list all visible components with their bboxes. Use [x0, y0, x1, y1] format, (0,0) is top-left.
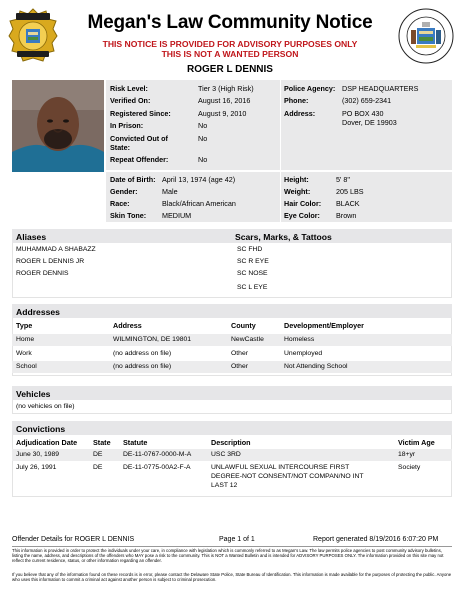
police-agency-label: Police Agency:	[284, 84, 336, 93]
conviction-state: DE	[93, 451, 103, 458]
aliases-heading: Aliases	[16, 232, 47, 242]
address-county: Other	[231, 363, 248, 370]
delaware-state-police-badge	[8, 8, 58, 64]
address-text: WILMINGTON, DE 19801	[113, 336, 192, 343]
not-wanted-notice: THIS IS NOT A WANTED PERSON	[161, 49, 299, 59]
conviction-description: UNLAWFUL SEXUAL INTERCOURSE FIRST	[211, 464, 350, 471]
address-type: School	[16, 363, 37, 370]
convictions-col-statute: Statute	[123, 438, 148, 447]
alias-item: ROGER L DENNIS JR	[16, 258, 85, 265]
address-county: Other	[231, 350, 248, 357]
offender-photo	[12, 80, 104, 172]
address-text: (no address on file)	[113, 363, 172, 370]
conviction-statute: DE-11-0775-00A2-F-A	[123, 464, 191, 471]
skin-tone-value: MEDIUM	[162, 211, 192, 220]
height-value: 5' 8"	[336, 175, 350, 184]
conviction-date: June 30, 1989	[16, 451, 60, 458]
eye-color-label: Eye Color:	[284, 211, 320, 220]
mark-item: SC FHD	[237, 246, 263, 253]
registered-since-value: August 9, 2010	[198, 109, 247, 118]
marks-heading: Scars, Marks, & Tattoos	[235, 232, 332, 242]
phone-label: Phone:	[284, 96, 309, 105]
conviction-state: DE	[93, 464, 103, 471]
weight-label: Weight:	[284, 187, 311, 196]
panel-divider-2	[280, 172, 281, 222]
conviction-description-line3: LAST 12	[211, 482, 238, 489]
vehicles-empty-text: (no vehicles on file)	[16, 403, 75, 410]
footer-page-number: Page 1 of 1	[219, 536, 255, 543]
conviction-description-line2: DEGREE-NOT CONSENT/NOT COMPAN/NO INT	[211, 473, 364, 480]
conviction-description: USC 3RD	[211, 451, 241, 458]
convictions-col-victim-age: Victim Age	[398, 438, 435, 447]
alias-item: MUHAMMAD A SHABAZZ	[16, 246, 96, 253]
convictions-col-description: Description	[211, 438, 251, 447]
address-line1: PO BOX 430	[342, 109, 384, 118]
police-agency-value: DSP HEADQUARTERS	[342, 84, 419, 93]
footer-offender-details: Offender Details for ROGER L DENNIS	[12, 536, 135, 543]
police-badge-icon	[8, 8, 58, 64]
in-prison-label: In Prison:	[110, 121, 144, 130]
phone-value: (302) 659-2341	[342, 96, 392, 105]
footer-report-generated: Report generated 8/19/2016 6:07:20 PM	[313, 536, 439, 543]
dob-label: Date of Birth:	[110, 175, 156, 184]
weight-value: 205 LBS	[336, 187, 364, 196]
disclaimer-text: This information is provided in order to protect the individuals under your care, in compliance with legislation which is commonly referred to as Megan's Law. The law permits police agencies to post community advisory bulletins, listing the name, address, and descriptions of the offenders who MAY pose a risk to the community. This is NOT a Wanted Bulletin and is intended for ADVISORY PURPOSES ONLY. The information provided on this site may not reflect the current residence, status, or other information regarding an offender.	[12, 548, 444, 564]
height-label: Height:	[284, 175, 309, 184]
addresses-col-county: County	[231, 321, 256, 330]
state-seal-icon	[398, 8, 454, 64]
vehicles-header: Vehicles	[12, 386, 452, 400]
convictions-col-date: Adjudication Date	[16, 438, 78, 447]
in-prison-value: No	[198, 121, 208, 130]
address-label: Address:	[284, 109, 316, 118]
vehicles-body	[12, 400, 452, 414]
panel-divider	[280, 80, 281, 170]
advisory-notice: THIS NOTICE IS PROVIDED FOR ADVISORY PURPOSES ONLY	[102, 39, 358, 49]
address-type: Home	[16, 336, 35, 343]
convicted-out-of-state-label: Convicted Out of State:	[110, 134, 168, 152]
delaware-state-seal	[398, 8, 454, 64]
address-county: NewCastle	[231, 336, 264, 343]
mark-item: SC NOSE	[237, 270, 268, 277]
page-title: Megan's Law Community Notice	[87, 12, 373, 33]
physical-description-panel	[106, 172, 452, 222]
skin-tone-label: Skin Tone:	[110, 211, 147, 220]
convictions-col-state: State	[93, 438, 111, 447]
addresses-header: Addresses	[12, 304, 452, 318]
address-employer: Unemployed	[284, 350, 323, 357]
addresses-col-type: Type	[16, 321, 33, 330]
race-label: Race:	[110, 199, 130, 208]
dob-value: April 13, 1974 (age 42)	[162, 175, 236, 184]
offender-name-heading: ROGER L DENNIS	[187, 64, 273, 75]
address-employer: Homeless	[284, 336, 315, 343]
hair-color-value: BLACK	[336, 199, 360, 208]
gender-label: Gender:	[110, 187, 138, 196]
risk-level-label: Risk Level:	[110, 84, 148, 93]
mark-item: SC L EYE	[237, 284, 268, 291]
race-value: Black/African American	[162, 199, 236, 208]
addresses-col-address: Address	[113, 321, 142, 330]
risk-level-value: Tier 3 (High Risk)	[198, 84, 254, 93]
repeat-offender-label: Repeat Offender:	[110, 155, 169, 164]
address-type: Work	[16, 350, 32, 357]
convicted-out-of-state-value: No	[198, 134, 208, 143]
aliases-marks-header	[12, 229, 452, 243]
addresses-col-employer: Development/Employer	[284, 321, 364, 330]
disclaimer-error-text: If you believe that any of the information found on these records is in error, please contact the Delaware State Police, State Bureau of Identification. This information is made available for the purposes of protecting the public. Anyone who uses this information to commit a criminal act against another person is subject to criminal prosecution.	[12, 572, 452, 583]
eye-color-value: Brown	[336, 211, 357, 220]
repeat-offender-value: No	[198, 155, 208, 164]
gender-value: Male	[162, 187, 178, 196]
conviction-date: July 26, 1991	[16, 464, 57, 471]
verified-on-label: Verified On:	[110, 96, 151, 105]
conviction-statute: DE-11-0767-0000-M-A	[123, 451, 192, 458]
hair-color-label: Hair Color:	[284, 199, 322, 208]
mugshot-image	[12, 80, 104, 172]
registered-since-label: Registered Since:	[110, 109, 171, 118]
conviction-victim-age: 18+yr	[398, 451, 416, 458]
address-line2: Dover, DE 19903	[342, 118, 397, 127]
footer-divider	[12, 546, 452, 547]
conviction-victim-age: Society	[398, 464, 421, 471]
address-employer: Not Attending School	[284, 363, 348, 370]
convictions-header: Convictions	[12, 421, 452, 435]
address-text: (no address on file)	[113, 350, 172, 357]
verified-on-value: August 16, 2016	[198, 96, 251, 105]
alias-item: ROGER DENNIS	[16, 270, 69, 277]
mark-item: SC R EYE	[237, 258, 269, 265]
